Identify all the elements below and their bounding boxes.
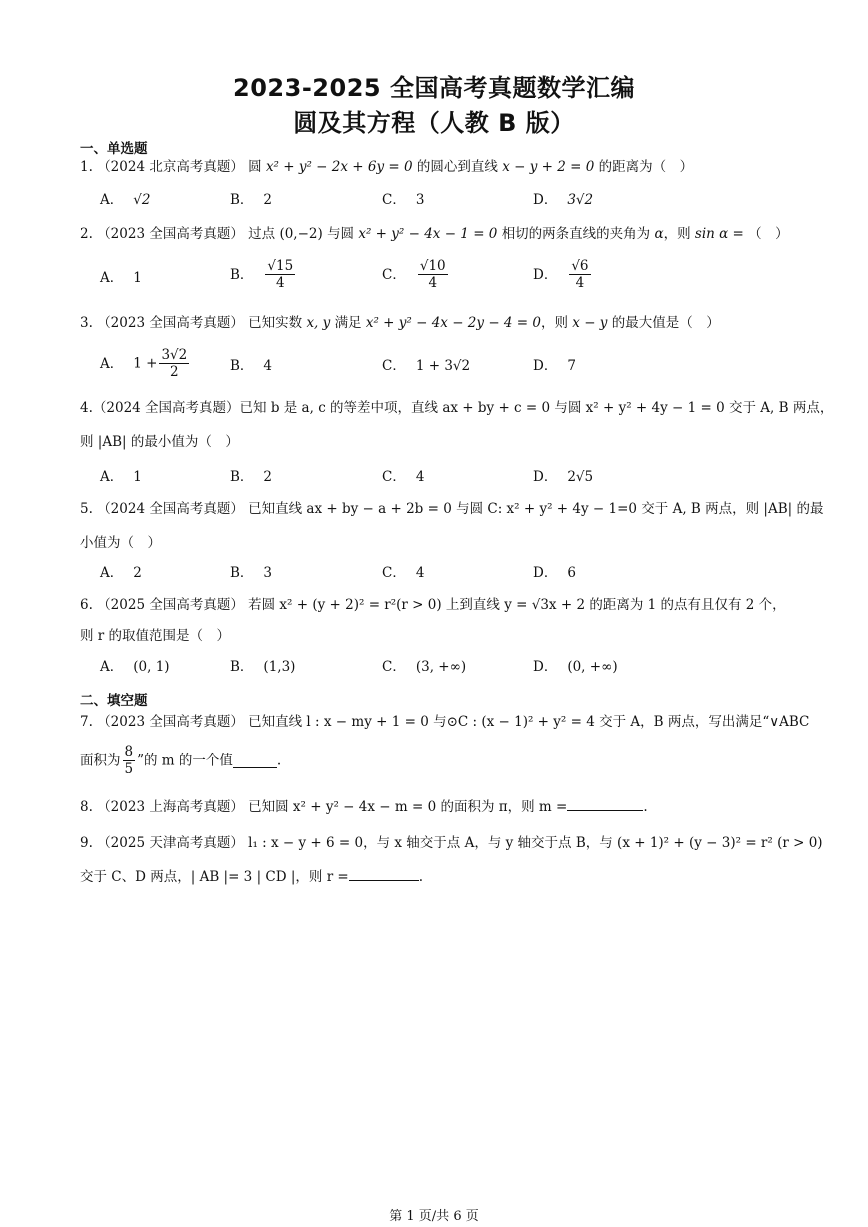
option-label: C． [382, 659, 406, 675]
option-value: 2 [133, 565, 142, 581]
answer-blank[interactable] [349, 866, 419, 881]
question-text: 相切的两条直线的夹角为 [501, 226, 651, 242]
section-heading-single-choice: 一、单选题 [80, 141, 148, 157]
question-text: 与圆 [327, 226, 355, 242]
option-label: A． [100, 469, 124, 485]
option-label: C． [382, 266, 406, 283]
option-a [100, 467, 142, 487]
option-value: 2 [263, 192, 273, 208]
option-label: B． [230, 358, 254, 374]
option-value: (0, 1) [133, 659, 170, 675]
math-expression: (0,−2) [279, 226, 323, 242]
fraction [159, 347, 189, 380]
question-text: 若圆 x² + (y + 2)² = r²(r > 0) 上到直线 y = √3x + 2 的距离为 1 的点有且仅有 2 个， [248, 597, 786, 613]
question-text: ”的 m 的一个值 [137, 752, 233, 769]
question-text: ，则 [541, 315, 568, 331]
option-value: (1,3) [263, 659, 296, 675]
option-b [230, 258, 297, 291]
option-d [533, 356, 576, 376]
document-title: 2023-2025 全国高考真题数学汇编 [233, 74, 635, 102]
option-a [100, 268, 142, 288]
option-c [382, 467, 424, 487]
question-number: 2. [80, 226, 93, 242]
option-value: 4 [415, 565, 425, 581]
question-number: 7. [80, 714, 93, 730]
option-label: D． [533, 266, 558, 283]
fraction-denominator: 4 [575, 275, 585, 291]
math-expression: x² + y² − 2x + 6y = 0 [265, 159, 413, 175]
question-source: （2024 全国高考真题） [92, 400, 240, 416]
question-5-continued: 小值为（ ） [80, 535, 161, 551]
question-text: （ ） [748, 226, 789, 242]
question-2 [80, 224, 789, 244]
question-number: 1. [80, 159, 93, 175]
option-label: B． [230, 192, 254, 208]
question-number: 6. [80, 597, 93, 613]
fraction [123, 744, 136, 777]
option-label: C． [382, 358, 406, 374]
fraction [418, 258, 448, 291]
option-label: A． [100, 355, 124, 372]
option-b [230, 356, 272, 376]
question-7-continued: 面积为 $\frac{8}{5}$ ”的 m 的一个值 . [80, 744, 282, 777]
option-d [533, 190, 593, 210]
option-label: D． [533, 565, 558, 581]
section-heading-fill-blank: 二、填空题 [80, 693, 148, 709]
option-a [100, 657, 170, 677]
question-5 [80, 499, 824, 519]
option-value: 1 + [133, 355, 158, 372]
answer-blank[interactable] [233, 753, 277, 768]
math-expression: x − y + 2 = 0 [502, 159, 595, 175]
option-value: √2 [133, 192, 151, 208]
fraction-denominator: 5 [124, 761, 134, 777]
option-label: D． [533, 192, 558, 208]
option-label: C． [382, 192, 406, 208]
math-expression: x² + y² − 4x − 1 = 0 [358, 226, 498, 242]
question-text: 已知实数 [248, 315, 303, 331]
option-label: B． [230, 659, 254, 675]
question-text: 的圆心到直线 [416, 159, 498, 175]
fraction-numerator: √6 [571, 258, 589, 274]
question-text: 交于 C、D 两点，| AB |= 3 | CD |，则 r = [80, 869, 349, 885]
option-value: 7 [567, 358, 576, 374]
fraction-numerator: 8 [124, 744, 134, 760]
question-source: （2023 全国高考真题） [97, 226, 244, 242]
question-7 [80, 712, 809, 732]
question-text: 圆 [248, 159, 262, 175]
question-source: （2025 天津高考真题） [97, 835, 244, 851]
option-b [230, 467, 272, 487]
option-label: A． [100, 270, 124, 286]
option-label: A． [100, 659, 124, 675]
option-d [533, 657, 618, 677]
document-subtitle: 圆及其方程（人教 B 版） [293, 109, 575, 137]
page-footer: 第 1 页/共 6 页 [389, 1209, 479, 1224]
question-number: 3. [80, 315, 93, 331]
question-text: 已知直线 l : x − my + 1 = 0 与⊙C : (x − 1)² + y² = 4 交于 A，B 两点，写出满足“∨ABC [248, 714, 810, 730]
option-value: 6 [567, 565, 576, 581]
option-label: D． [533, 469, 558, 485]
fraction-numerator: 3√2 [161, 347, 188, 363]
question-4-continued: 则 |AB| 的最小值为（ ） [80, 434, 239, 450]
option-value: (3, +∞) [415, 659, 467, 675]
option-value: 2 [263, 469, 273, 485]
question-number: 8. [80, 799, 93, 815]
question-text: ，则 [663, 226, 691, 242]
option-c [382, 563, 424, 583]
option-label: D． [533, 659, 558, 675]
question-text: 的距离为（ ） [598, 159, 694, 175]
question-text: 已知直线 ax + by − a + 2b = 0 与圆 C: x² + y² + 4y − 1=0 交于 A, B 两点，则 |AB| 的最 [248, 501, 824, 517]
fraction-numerator: √10 [419, 258, 446, 274]
question-source: （2023 上海高考真题） [97, 799, 244, 815]
question-number: 4. [80, 400, 93, 416]
question-6-continued: 则 r 的取值范围是（ ） [80, 628, 231, 644]
question-9-continued: 交于 C、D 两点，| AB |= 3 | CD |，则 r = . [80, 866, 423, 887]
question-text: 已知圆 x² + y² − 4x − m = 0 的面积为 π，则 m = [248, 799, 568, 815]
option-c [382, 258, 450, 291]
math-expression: x² + y² − 4x − 2y − 4 = 0 [365, 315, 541, 331]
answer-blank[interactable] [567, 796, 643, 811]
math-expression: x − y [572, 315, 608, 331]
option-label: A． [100, 565, 124, 581]
option-a [100, 563, 142, 583]
question-source: （2023 全国高考真题） [97, 315, 244, 331]
question-text: 满足 [334, 315, 362, 331]
option-label: C． [382, 565, 406, 581]
option-value: 1 [133, 469, 142, 485]
fraction-denominator: 4 [276, 275, 285, 291]
option-a [100, 347, 191, 380]
question-text: l₁ : x − y + 6 = 0，与 x 轴交于点 A，与 y 轴交于点 B，与 (x + 1)² + (y − 3)² = r² (r > 0) [248, 835, 823, 851]
fraction-denominator: 2 [170, 364, 179, 380]
option-c [382, 657, 466, 677]
option-b [230, 563, 272, 583]
option-value: 3√2 [567, 192, 594, 208]
option-d [533, 563, 576, 583]
option-label: C． [382, 469, 406, 485]
option-c [382, 190, 424, 210]
math-expression: sin α = [694, 226, 744, 242]
question-9 [80, 833, 823, 853]
fraction [265, 258, 295, 291]
question-text: 过点 [248, 226, 276, 242]
question-6 [80, 595, 786, 615]
question-3 [80, 313, 720, 333]
math-expression: x, y [306, 315, 331, 331]
fraction-numerator: √15 [267, 258, 294, 274]
option-value: 4 [263, 358, 273, 374]
question-4 [80, 398, 833, 418]
option-label: B． [230, 565, 254, 581]
option-value: 3 [415, 192, 425, 208]
option-value: 2√5 [567, 469, 594, 485]
question-source: （2024 北京高考真题） [97, 159, 244, 175]
option-value: (0, +∞) [567, 659, 618, 675]
option-value: 1 + 3√2 [415, 358, 471, 374]
question-8: 8. （2023 上海高考真题） 已知圆 x² + y² − 4x − m = 0 的面积为 π，则 m = . [80, 796, 648, 817]
option-a [100, 190, 150, 210]
fraction-denominator: 4 [428, 275, 438, 291]
option-d [533, 467, 593, 487]
question-source: （2025 全国高考真题） [97, 597, 244, 613]
question-1 [80, 157, 693, 177]
question-number: 5. [80, 501, 93, 517]
option-b [230, 190, 272, 210]
option-label: B． [230, 469, 254, 485]
option-label: B． [230, 266, 254, 283]
option-c [382, 356, 470, 376]
question-text: 面积为 [80, 752, 121, 769]
question-source: （2024 全国高考真题） [97, 501, 244, 517]
option-value: 1 [133, 270, 142, 286]
question-text: 已知 b 是 a, c 的等差中项，直线 ax + by + c = 0 与圆 x² + y² + 4y − 1 = 0 交于 A, B 两点， [239, 400, 834, 416]
question-number: 9. [80, 835, 93, 851]
option-b [230, 657, 295, 677]
option-value: 3 [263, 565, 273, 581]
fraction [569, 258, 590, 291]
option-value: 4 [415, 469, 425, 485]
math-expression: α [654, 226, 664, 242]
option-label: A． [100, 192, 124, 208]
option-label: D． [533, 358, 558, 374]
option-d [533, 258, 593, 291]
question-source: （2023 全国高考真题） [97, 714, 244, 730]
question-text: 的最大值是（ ） [611, 315, 720, 331]
